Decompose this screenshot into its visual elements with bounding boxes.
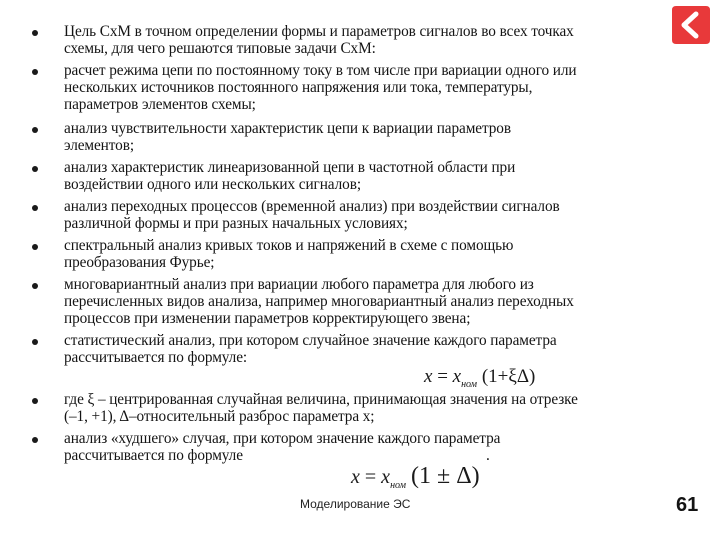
list-item-line: перечисленных видов анализа, например многовариантный анализ переходных	[64, 293, 574, 310]
list-item-line: анализ переходных процессов (временной анализ) при воздействии сигналов	[64, 198, 560, 215]
list-item-line: где ξ – центрированная случайная величина, принимающая значения на отрезке	[64, 391, 578, 408]
list-item-line: многовариантный анализ при вариации любого параметра для любого из	[64, 276, 534, 293]
list-item-line: статистический анализ, при котором случайное значение каждого параметра	[64, 332, 557, 349]
list-item-line: различной формы и при разных начальных условиях;	[64, 215, 408, 232]
list-item-line: нескольких источников постоянного напряжения или тока, температуры,	[64, 79, 533, 96]
list-item-line: анализ характеристик линеаризованной цепи в частотной области при	[64, 159, 516, 176]
list-item-line: схемы, для чего решаются типовые задачи СхМ:	[64, 40, 376, 57]
bullet-icon	[32, 398, 38, 404]
list-item-line: спектральный анализ кривых токов и напряжений в схеме с помощью	[64, 237, 514, 254]
formula-worst-case: $x = x_{ном}$ (1 ± Δ)	[351, 463, 480, 491]
list-item-line: (–1, +1), Δ–относительный разброс параметра x;	[64, 408, 375, 425]
bullet-icon	[32, 30, 38, 36]
list-item-line: воздействии одного или нескольких сигналов;	[64, 176, 361, 193]
page-number: 61	[676, 494, 699, 516]
bullet-icon	[32, 69, 38, 75]
list-item-line: рассчитывается по формуле	[64, 447, 243, 464]
list-item-line: анализ чувствительности характеристик цепи к вариации параметров	[64, 120, 511, 137]
list-item-line: параметров элементов схемы;	[64, 96, 256, 113]
list-item-line: Цель СхМ в точном определении формы и параметров сигналов во всех точках	[64, 23, 574, 40]
bullet-icon	[32, 244, 38, 250]
list-item-line: расчет режима цепи по постоянному току в том числе при вариации одного или	[64, 62, 577, 79]
bullet-icon	[32, 339, 38, 345]
bullet-icon	[32, 166, 38, 172]
formula-period: .	[486, 447, 490, 464]
list-item-line: преобразования Фурье;	[64, 254, 215, 271]
list-item-line: анализ «худшего» случая, при котором значение каждого параметра	[64, 430, 501, 447]
bullet-icon	[32, 127, 38, 133]
list-item-line: процессов при изменении параметров корректирующего звена;	[64, 310, 471, 327]
bullet-icon	[32, 205, 38, 211]
list-item-line: элементов;	[64, 137, 134, 154]
bullet-icon	[32, 437, 38, 443]
bullet-icon	[32, 283, 38, 289]
formula-statistical: $x = x_{ном}$ (1+ξΔ)	[424, 366, 536, 390]
list-item-line: рассчитывается по формуле:	[64, 349, 248, 366]
footer-title: Моделирование ЭС	[300, 497, 411, 511]
